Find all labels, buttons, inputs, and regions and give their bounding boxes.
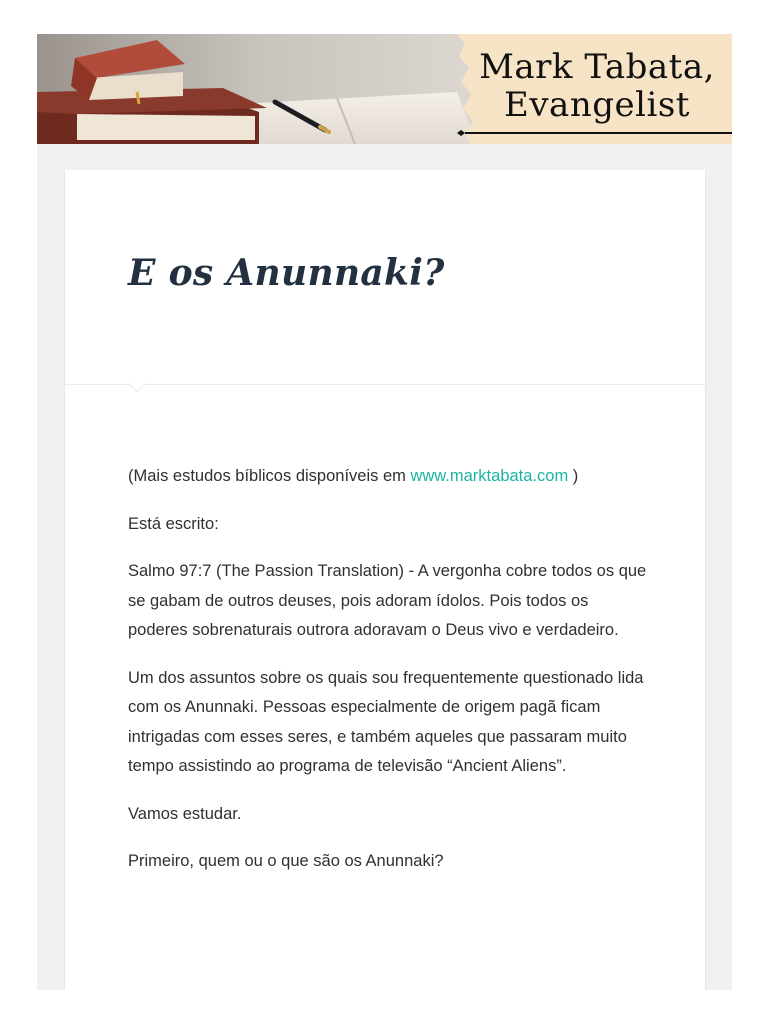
site-title-line-1: Mark Tabata, [479,47,715,87]
post-title: E os Anunnaki? [128,252,445,294]
intro-suffix: ) [568,467,579,485]
paragraph: Vamos estudar. [128,804,242,823]
post-card [65,170,705,990]
website-link[interactable]: www.marktabata.com [410,467,569,485]
paragraph: Um dos assuntos sobre os quais sou frequentemente questionado lida com os Anunnaki. Pessoas especialmente de origem pagã ficam intrigadas com esses seres, e também aqueles que passaram muito tempo assistindo ao programa de televisão “Ancient Aliens”. [128,668,644,775]
intro-paragraph [128,462,648,492]
books-pen-notebook-photo [37,34,477,144]
header-divider [65,384,705,385]
site-title[interactable] [467,48,727,124]
page-frame [37,34,732,990]
decorative-rule [457,130,732,136]
paragraph: Primeiro, quem ou o que são os Anunnaki? [128,852,444,870]
site-title-line-2: Evangelist [504,85,690,125]
post-header [65,170,705,384]
post-body [128,462,648,895]
paragraph: Está escrito: [128,514,219,533]
header-banner[interactable] [37,34,732,144]
intro-prefix: (Mais estudos bíblicos disponíveis em [128,467,411,485]
paragraph: Salmo 97:7 (The Passion Translation) - A vergonha cobre todos os que se gabam de outros deuses, pois adoram ídolos. Pois todos os poderes sobrenaturais outrora adoravam o Deus vivo e verdadeiro. [128,562,647,639]
